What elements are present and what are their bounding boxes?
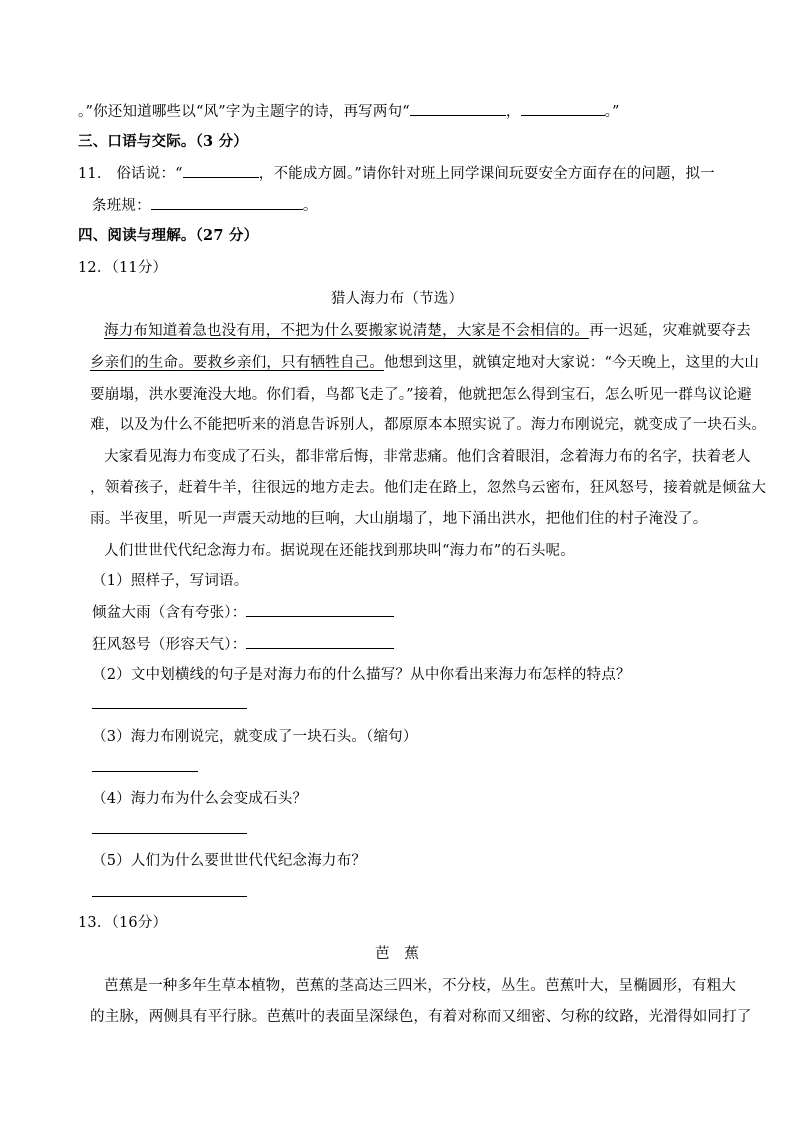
passage-title: 芭 蕉 <box>374 946 420 962</box>
text: 狂风怒号（形容天气）： <box>92 637 247 653</box>
passage-line: 难，以及为什么不能把听来的消息告诉别人，都原原本本照实说了。海力布刚说完，就变成了一块石头。 <box>90 417 767 433</box>
text: 11． 俗话说：“ <box>78 166 183 182</box>
question-13-label: 13．（16分） <box>78 915 168 931</box>
underlined-sentence: 海力布知道着急也没有用，不把为什么要搬家说清楚，大家是不会相信的。 <box>104 323 590 339</box>
sub-question-3: （3）海力布刚说完，就变成了一块石头。（缩句） <box>92 729 418 745</box>
text: 条班规： <box>92 198 151 214</box>
answer-blank[interactable] <box>183 162 259 178</box>
sub-question-2: （2）文中划横线的句子是对海力布的什么描写？从中你看出来海力布怎样的特点？ <box>92 667 631 683</box>
passage-line <box>104 320 751 342</box>
underlined-sentence: 乡亲们的生命。要救乡亲们，只有牺牲自己。 <box>90 355 384 371</box>
answer-line[interactable] <box>92 708 247 709</box>
sub-question-1: （1）照样子，写词语。 <box>92 573 249 589</box>
answer-blank[interactable] <box>246 633 394 649</box>
text: ， <box>505 104 521 120</box>
section-heading-3: 三、口语与交际。（3 分） <box>78 133 248 150</box>
answer-blank[interactable] <box>521 100 605 116</box>
sub-question-5: （5）人们为什么要世世代代纪念海力布？ <box>92 853 367 869</box>
passage-line: 雨。半夜里，听见一声震天动地的巨响，大山崩塌了，地下涌出洪水，把他们住的村子淹没了。 <box>90 511 708 527</box>
passage-line: 要崩塌，洪水要淹没大地。你们看，鸟都飞走了。”接着，他就把怎么得到宝石，怎么听见一群鸟议论避 <box>90 387 752 403</box>
section-heading-4: 四、阅读与理解。（27 分） <box>78 227 259 244</box>
poem-question-line <box>78 100 718 123</box>
passage-line: 大家看见海力布变成了石头，都非常后悔，非常悲痛。他们含着眼泪，念着海力布的名字，扶着老人 <box>104 449 751 465</box>
answer-blank[interactable] <box>246 601 394 617</box>
sub-question-1b <box>92 633 732 656</box>
answer-blank[interactable] <box>151 194 303 210</box>
answer-line[interactable] <box>92 896 247 897</box>
text: 倾盆大雨（含有夸张）： <box>92 605 247 621</box>
answer-line[interactable] <box>92 771 198 772</box>
sub-question-4: （4）海力布为什么会变成石头？ <box>92 791 308 807</box>
text: 。 <box>302 198 318 214</box>
answer-blank[interactable] <box>410 100 506 116</box>
text: 他想到这里，就镇定地对大家说：“今天晚上，这里的大山 <box>384 355 760 371</box>
passage-line: 的主脉，两侧具有平行脉。芭蕉叶的表面呈深绿色，有着对称而又细密、匀称的纹路，光滑得如同打了 <box>90 1009 752 1025</box>
text: ，不能成方圆。”请你针对班上同学课间玩耍安全方面存在的问题，拟一 <box>258 166 715 182</box>
question-12-label: 12．（11分） <box>78 260 168 276</box>
passage-line: 人们世世代代纪念海力布。据说现在还能找到那块叫“海力布”的石头呢。 <box>104 543 575 559</box>
passage-line: ，领着孩子，赶着牛羊，往很远的地方走去。他们走在路上，忽然乌云密布，狂风怒号，接着就是倾盆大 <box>90 480 767 496</box>
answer-line[interactable] <box>92 833 247 834</box>
sub-question-1a <box>92 601 732 624</box>
passage-title: 猎人海力布（节选） <box>330 291 464 307</box>
text: 。” <box>604 104 620 120</box>
passage-line: 芭蕉是一种多年生草本植物，芭蕉的茎高达三四米，不分枝，丛生。芭蕉叶大，呈椭圆形，有粗大 <box>104 978 737 994</box>
question-11-cont <box>92 194 732 217</box>
question-11 <box>78 162 718 185</box>
text: 。”你还知道哪些以“风”字为主题字的诗，再写两句“ <box>78 104 410 120</box>
passage-line <box>90 352 760 374</box>
text: 再一迟延，灾难就要夺去 <box>589 323 751 339</box>
